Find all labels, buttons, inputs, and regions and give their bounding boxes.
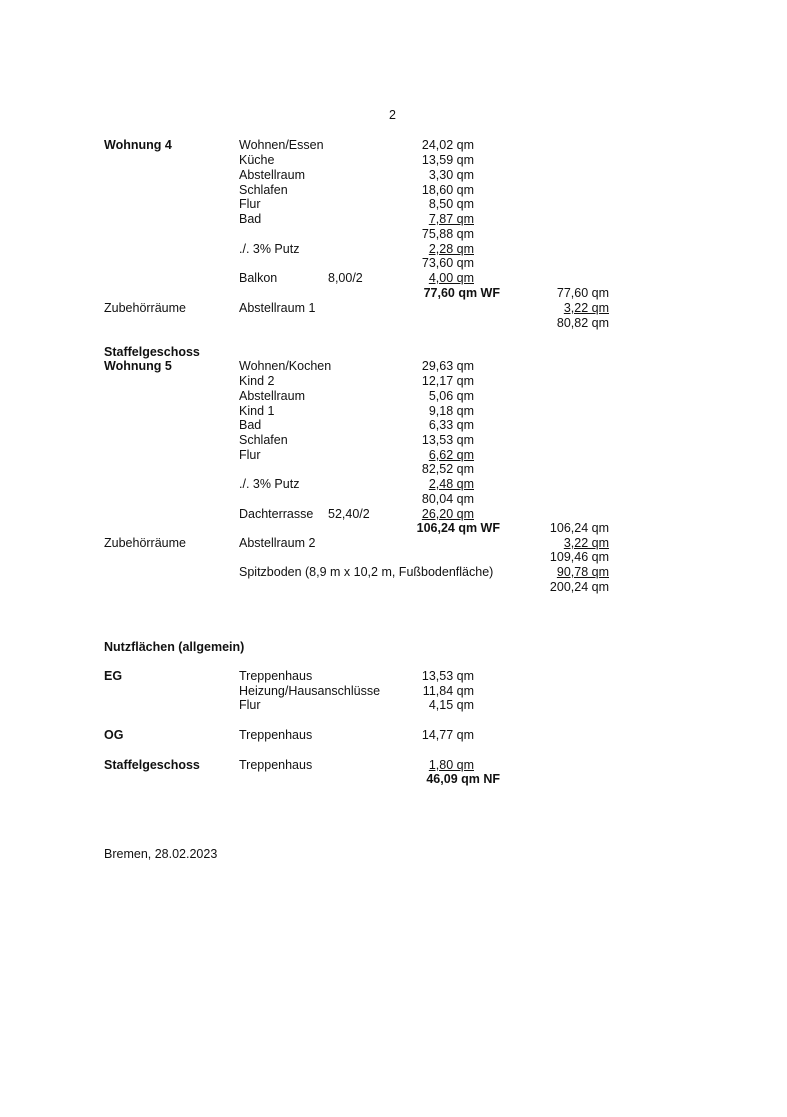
table-row xyxy=(0,669,787,684)
room-area: 18,60 qm xyxy=(421,183,474,197)
table-row xyxy=(0,242,787,257)
room-area: 14,77 qm xyxy=(421,728,474,742)
living-area-total: 106,24 qm WF xyxy=(416,521,500,535)
table-row xyxy=(0,536,787,551)
accessory-value: 3,22 qm xyxy=(563,536,609,550)
right-total: 106,24 qm xyxy=(549,521,609,535)
table-row xyxy=(0,448,787,463)
subtotal-right: 109,46 qm xyxy=(549,550,609,564)
table-row xyxy=(0,580,787,595)
subtotal: 80,04 qm xyxy=(421,492,474,506)
putz-label: ./. 3% Putz xyxy=(239,242,300,256)
putz-label: ./. 3% Putz xyxy=(239,477,300,491)
room-label: Schlafen xyxy=(239,433,288,447)
attic-value: 90,78 qm xyxy=(556,565,609,579)
table-row xyxy=(0,197,787,212)
accessory-room: Abstellraum 2 xyxy=(239,536,316,550)
table-row xyxy=(0,462,787,477)
table-row xyxy=(0,698,787,713)
table-row xyxy=(0,374,787,389)
room-label: Flur xyxy=(239,698,261,712)
place-date: Bremen, 28.02.2023 xyxy=(104,847,218,861)
balcony-value: 4,00 qm xyxy=(428,271,474,285)
table-row xyxy=(0,183,787,198)
room-label: Treppenhaus xyxy=(239,669,313,683)
table-row xyxy=(0,212,787,227)
balcony-calc: 8,00/2 xyxy=(328,271,363,285)
room-area: 7,87 qm xyxy=(428,212,474,226)
room-label: Wohnen/Essen xyxy=(239,138,324,152)
section-heading: Nutzflächen (allgemein) xyxy=(104,640,245,654)
room-label: Flur xyxy=(239,448,261,462)
table-row xyxy=(0,847,787,862)
table-row xyxy=(0,286,787,301)
room-area: 24,02 qm xyxy=(421,138,474,152)
room-label: Abstellraum xyxy=(239,168,305,182)
unit-heading: Wohnung 4 xyxy=(104,138,172,152)
room-area: 6,62 qm xyxy=(428,448,474,462)
subtotal: 82,52 qm xyxy=(421,462,474,476)
terrace-label: Dachterrasse xyxy=(239,507,314,521)
room-area: 3,30 qm xyxy=(428,168,474,182)
room-label: Bad xyxy=(239,212,262,226)
balcony-label: Balkon xyxy=(239,271,278,285)
room-area: 8,50 qm xyxy=(428,197,474,211)
table-row xyxy=(0,301,787,316)
table-row xyxy=(0,684,787,699)
table-row xyxy=(0,521,787,536)
table-row xyxy=(0,138,787,153)
table-row xyxy=(0,404,787,419)
floor-heading: Staffelgeschoss xyxy=(104,345,200,359)
room-label: Treppenhaus xyxy=(239,728,313,742)
table-row xyxy=(0,433,787,448)
terrace-value: 26,20 qm xyxy=(421,507,474,521)
living-area-total: 77,60 qm WF xyxy=(423,286,500,300)
unit-total: 80,82 qm xyxy=(556,316,609,330)
room-label: Küche xyxy=(239,153,275,167)
floor-label: OG xyxy=(104,728,124,742)
table-row xyxy=(0,271,787,286)
room-area: 29,63 qm xyxy=(421,359,474,373)
table-row xyxy=(0,477,787,492)
accessory-rooms-label: Zubehörräume xyxy=(104,536,186,550)
table-row xyxy=(0,640,787,655)
unit-total: 200,24 qm xyxy=(549,580,609,594)
table-row xyxy=(0,758,787,773)
accessory-value: 3,22 qm xyxy=(563,301,609,315)
accessory-rooms-label: Zubehörräume xyxy=(104,301,186,315)
putz-value: 2,48 qm xyxy=(428,477,474,491)
putz-value: 2,28 qm xyxy=(428,242,474,256)
table-row xyxy=(0,507,787,522)
room-label: Kind 1 xyxy=(239,404,275,418)
table-row xyxy=(0,565,787,580)
room-area: 11,84 qm xyxy=(422,684,474,698)
table-row xyxy=(0,345,787,360)
room-area: 13,59 qm xyxy=(421,153,474,167)
room-label: Heizung/Hausanschlüsse xyxy=(239,684,381,698)
subtotal: 73,60 qm xyxy=(421,256,474,270)
table-row xyxy=(0,316,787,331)
table-row xyxy=(0,153,787,168)
room-label: Kind 2 xyxy=(239,374,275,388)
usable-area-total: 46,09 qm NF xyxy=(426,772,500,786)
table-row xyxy=(0,359,787,374)
room-label: Flur xyxy=(239,197,261,211)
room-area: 6,33 qm xyxy=(428,418,474,432)
room-area: 5,06 qm xyxy=(428,389,474,403)
terrace-calc: 52,40/2 xyxy=(328,507,370,521)
floor-label: EG xyxy=(104,669,123,683)
room-label: Bad xyxy=(239,418,262,432)
table-row xyxy=(0,772,787,787)
table-row xyxy=(0,550,787,565)
attic-label: Spitzboden (8,9 m x 10,2 m, Fußbodenfläche) xyxy=(239,565,494,579)
right-total: 77,60 qm xyxy=(556,286,609,300)
room-label: Schlafen xyxy=(239,183,288,197)
room-label: Wohnen/Kochen xyxy=(239,359,332,373)
table-row xyxy=(0,492,787,507)
subtotal: 75,88 qm xyxy=(421,227,474,241)
accessory-room: Abstellraum 1 xyxy=(239,301,316,315)
table-row xyxy=(0,256,787,271)
room-area: 1,80 qm xyxy=(428,758,474,772)
table-row xyxy=(0,168,787,183)
room-area: 9,18 qm xyxy=(428,404,474,418)
floor-label: Staffelgeschoss xyxy=(104,758,200,772)
table-row xyxy=(0,418,787,433)
room-area: 4,15 qm xyxy=(428,698,474,712)
table-row xyxy=(0,227,787,242)
room-area: 13,53 qm xyxy=(421,433,474,447)
room-label: Treppenhaus xyxy=(239,758,313,772)
room-label: Abstellraum xyxy=(239,389,305,403)
room-area: 12,17 qm xyxy=(421,374,474,388)
room-area: 13,53 qm xyxy=(421,669,474,683)
unit-heading: Wohnung 5 xyxy=(104,359,172,373)
table-row xyxy=(0,389,787,404)
page-number: 2 xyxy=(389,108,396,122)
table-row xyxy=(0,728,787,743)
